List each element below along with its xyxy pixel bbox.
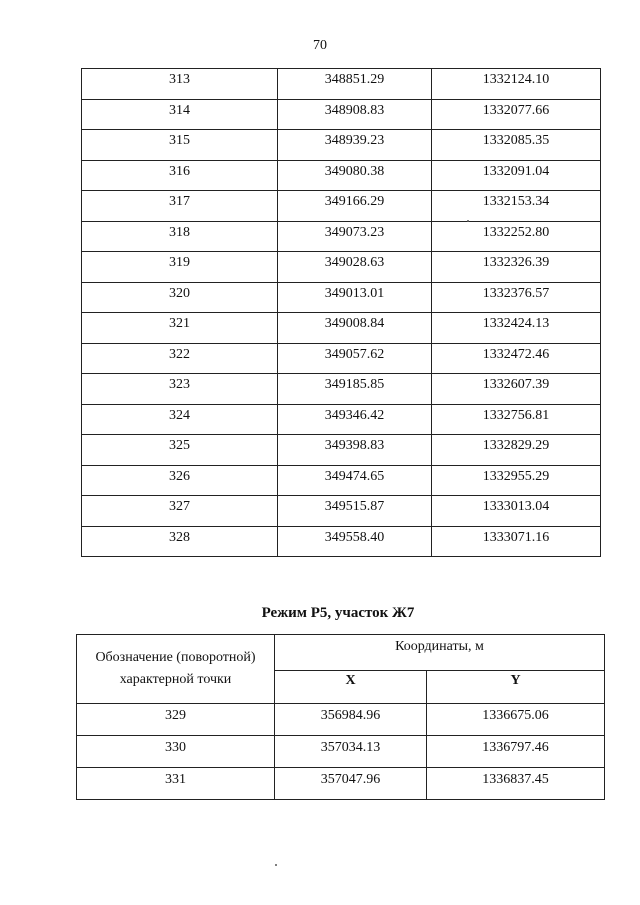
scan-speck <box>275 864 277 866</box>
point-number: 327 <box>82 496 278 527</box>
x-coordinate: 348939.23 <box>278 130 432 161</box>
point-number: 316 <box>82 160 278 191</box>
point-number: 321 <box>82 313 278 344</box>
y-column-header: Y <box>427 671 605 704</box>
point-number: 325 <box>82 435 278 466</box>
x-coordinate: 349028.63 <box>278 252 432 283</box>
table-row <box>77 704 605 736</box>
section-title: Режим Р5, участок Ж7 <box>261 605 415 621</box>
y-coordinate: 1332252.80 <box>432 221 601 252</box>
table-row <box>82 221 601 252</box>
x-coordinate: 348851.29 <box>278 69 432 100</box>
x-coordinate: 357047.96 <box>275 768 427 800</box>
table-header <box>77 635 605 704</box>
point-number: 322 <box>82 343 278 374</box>
table-row <box>82 526 601 557</box>
coordinates-header: Координаты, м <box>275 635 605 671</box>
point-number: 315 <box>82 130 278 161</box>
point-designation-header <box>77 635 275 704</box>
x-coordinate: 349013.01 <box>278 282 432 313</box>
y-coordinate: 1332091.04 <box>432 160 601 191</box>
y-coordinate: 1336797.46 <box>427 736 605 768</box>
y-coordinate: 1332376.57 <box>432 282 601 313</box>
x-coordinate: 349398.83 <box>278 435 432 466</box>
coordinates-table-body <box>82 69 601 557</box>
y-coordinate: 1333071.16 <box>432 526 601 557</box>
table-row <box>82 252 601 283</box>
table-row <box>82 282 601 313</box>
table-row <box>82 130 601 161</box>
coordinates-table-zh7 <box>76 634 605 800</box>
table-row <box>82 435 601 466</box>
x-coordinate: 357034.13 <box>275 736 427 768</box>
point-number: 330 <box>77 736 275 768</box>
y-coordinate: 1332085.35 <box>432 130 601 161</box>
y-coordinate: 1332472.46 <box>432 343 601 374</box>
point-number: 320 <box>82 282 278 313</box>
y-coordinate: 1332756.81 <box>432 404 601 435</box>
x-coordinate: 349073.23 <box>278 221 432 252</box>
y-coordinate: 1332077.66 <box>432 99 601 130</box>
table-row <box>82 465 601 496</box>
table-row <box>82 343 601 374</box>
page-number: 70 <box>313 38 327 53</box>
table-row <box>77 736 605 768</box>
scan-speck <box>467 220 469 222</box>
x-coordinate: 349008.84 <box>278 313 432 344</box>
point-number: 317 <box>82 191 278 222</box>
table-row <box>82 374 601 405</box>
x-coordinate: 349515.87 <box>278 496 432 527</box>
point-number: 329 <box>77 704 275 736</box>
x-column-header: X <box>275 671 427 704</box>
x-coordinate: 348908.83 <box>278 99 432 130</box>
y-coordinate: 1333013.04 <box>432 496 601 527</box>
y-coordinate: 1332424.13 <box>432 313 601 344</box>
point-designation-header-line1: Обозначение (поворотной) <box>95 650 256 665</box>
coordinates-table-continued <box>81 68 601 557</box>
table-row <box>82 404 601 435</box>
x-coordinate: 349558.40 <box>278 526 432 557</box>
coordinates-table-body <box>77 704 605 800</box>
point-number: 326 <box>82 465 278 496</box>
x-coordinate: 349474.65 <box>278 465 432 496</box>
y-coordinate: 1336675.06 <box>427 704 605 736</box>
y-coordinate: 1332829.29 <box>432 435 601 466</box>
y-coordinate: 1332124.10 <box>432 69 601 100</box>
point-number: 324 <box>82 404 278 435</box>
x-coordinate: 356984.96 <box>275 704 427 736</box>
table-row <box>82 191 601 222</box>
y-coordinate: 1332326.39 <box>432 252 601 283</box>
y-coordinate: 1332955.29 <box>432 465 601 496</box>
point-number: 313 <box>82 69 278 100</box>
table-row <box>82 160 601 191</box>
table-row <box>82 496 601 527</box>
table-row <box>77 768 605 800</box>
y-coordinate: 1332153.34 <box>432 191 601 222</box>
table-row <box>82 313 601 344</box>
x-coordinate: 349346.42 <box>278 404 432 435</box>
table-row <box>82 99 601 130</box>
x-coordinate: 349080.38 <box>278 160 432 191</box>
point-number: 319 <box>82 252 278 283</box>
point-number: 328 <box>82 526 278 557</box>
point-number: 331 <box>77 768 275 800</box>
y-coordinate: 1332607.39 <box>432 374 601 405</box>
x-coordinate: 349166.29 <box>278 191 432 222</box>
point-designation-header-line2: характерной точки <box>119 672 232 687</box>
x-coordinate: 349185.85 <box>278 374 432 405</box>
table-row <box>82 69 601 100</box>
point-number: 318 <box>82 221 278 252</box>
y-coordinate: 1336837.45 <box>427 768 605 800</box>
point-number: 314 <box>82 99 278 130</box>
x-coordinate: 349057.62 <box>278 343 432 374</box>
point-number: 323 <box>82 374 278 405</box>
